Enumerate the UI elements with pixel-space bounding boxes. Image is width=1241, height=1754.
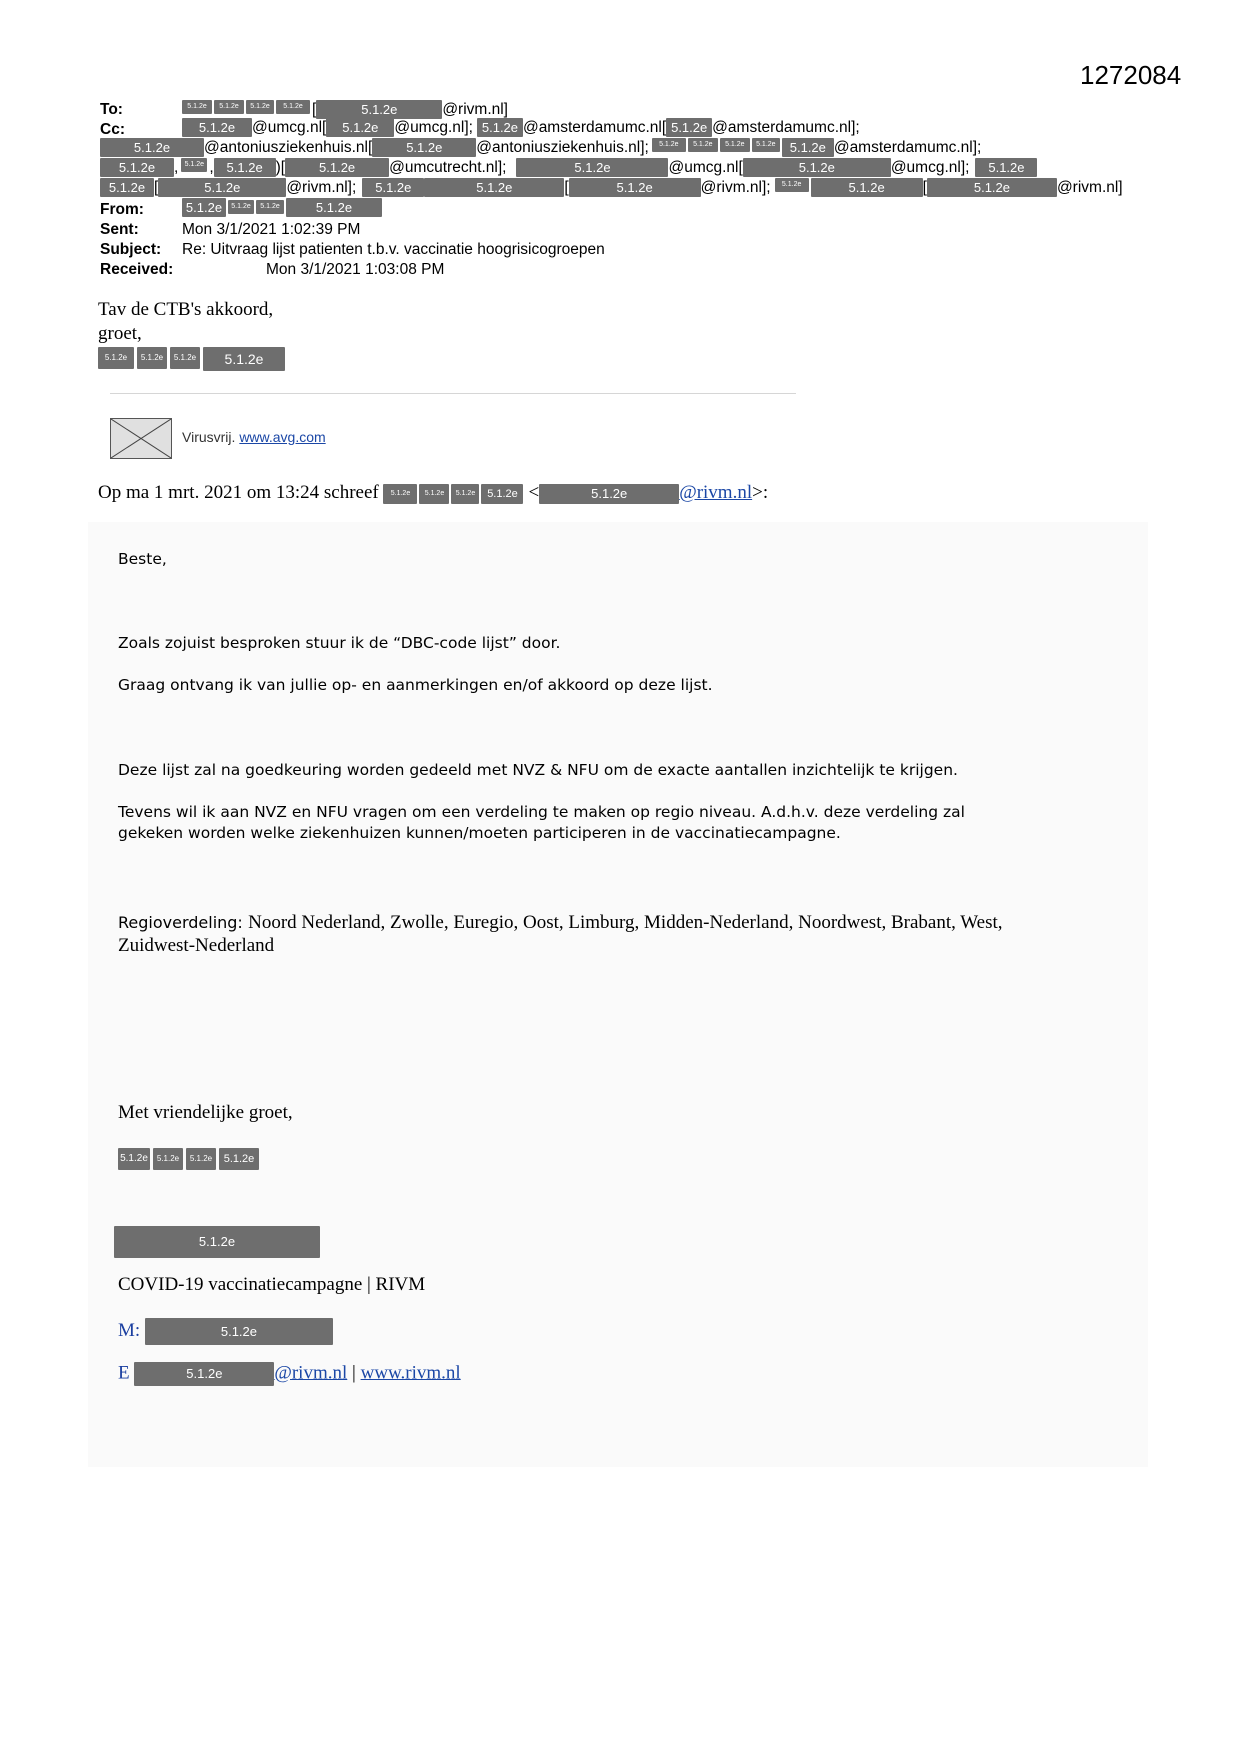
- received-label: Received:: [100, 261, 174, 278]
- cc-line-2: 5.1.2e @antoniusziekenhuis.nl[ 5.1.2e @antoniusziekenhuis.nl]; 5.1.2e 5.1.2e 5.1.2e 5.1.2e 5.1.2e @amsterdamumc.nl];: [100, 138, 981, 158]
- redaction: 5.1.2e: [383, 484, 417, 504]
- cc-line-3: 5.1.2e , 5.1.2e , 5.1.2e )[ 5.1.2e @umcutrecht.nl]; 5.1.2e @umcg.nl[ 5.1.2e @umcg.nl]; 5.1.2e: [100, 158, 1037, 178]
- document-number: 1272084: [1080, 60, 1182, 90]
- redaction: 5.1.2e: [451, 484, 479, 504]
- from-value: [182, 198, 382, 218]
- avg-line: Virusvrij. www.avg.com: [182, 429, 326, 445]
- to-label: To:: [100, 101, 123, 118]
- redaction: 5.1.2e: [481, 484, 523, 504]
- redaction: 5.1.2e: [666, 118, 712, 137]
- redaction: 5.1.2e: [743, 158, 891, 177]
- signature-email: E 5.1.2e @rivm.nl | www.rivm.nl: [118, 1362, 461, 1386]
- reply-line-2: groet,: [98, 323, 142, 344]
- redaction: 5.1.2e: [285, 158, 389, 177]
- redaction: 5.1.2e: [137, 347, 167, 369]
- subject-value: Re: Uitvraag lijst patienten t.b.v. vaccinatie hoogrisicogroepen: [182, 241, 605, 258]
- envelope-icon: [110, 418, 172, 459]
- signature-email-link[interactable]: @rivm.nl: [274, 1362, 348, 1384]
- redaction: 5.1.2e: [114, 1226, 320, 1258]
- redaction: 5.1.2e: [182, 118, 252, 137]
- redaction: 5.1.2e: [326, 118, 394, 137]
- redaction: 5.1.2e: [688, 138, 718, 152]
- cc-line-1: 5.1.2e @umcg.nl[ 5.1.2e @umcg.nl]; 5.1.2e @amsterdamumc.nl[ 5.1.2e @amsterdamumc.nl];: [182, 118, 860, 138]
- redaction: 5.1.2e: [720, 138, 750, 152]
- sender-name: [118, 1148, 262, 1170]
- redaction: 5.1.2e: [811, 178, 923, 197]
- redaction: 5.1.2e: [98, 347, 134, 369]
- redaction: 5.1.2e: [372, 138, 476, 157]
- redaction: 5.1.2e: [975, 158, 1037, 177]
- cc-line-4: 5.1.2e [ 5.1.2e @rivm.nl]; 5.1.2e 5.1.2e [ 5.1.2e @rivm.nl]; 5.1.2e 5.1.2e [ 5.1.2e @rivm.nl]: [100, 178, 1123, 198]
- redaction: 5.1.2e: [186, 1148, 216, 1170]
- redaction: 5.1.2e: [316, 100, 442, 119]
- redaction: 5.1.2e: [203, 347, 285, 371]
- redaction: 5.1.2e: [182, 198, 226, 217]
- redaction: 5.1.2e: [927, 178, 1057, 197]
- redaction: 5.1.2e: [539, 484, 679, 504]
- redaction: 5.1.2e: [228, 200, 254, 214]
- redaction: 5.1.2e: [181, 158, 207, 172]
- to-domain: @rivm.nl]: [442, 101, 508, 118]
- signature-website-link[interactable]: www.rivm.nl: [360, 1362, 461, 1384]
- redaction: 5.1.2e: [569, 178, 701, 197]
- redaction: 5.1.2e: [286, 198, 382, 217]
- to-recipients: 5.1.2e 5.1.2e 5.1.2e 5.1.2e [ 5.1.2e @rivm.nl]: [182, 100, 508, 120]
- message-paragraph-2: Graag ontvang ik van jullie op- en aanmerkingen en/of akkoord op deze lijst.: [118, 676, 713, 694]
- subject-label: Subject:: [100, 241, 162, 258]
- from-label: From:: [100, 201, 144, 218]
- regio-line-2: Zuidwest-Nederland: [118, 935, 275, 956]
- redaction: 5.1.2e: [214, 158, 276, 177]
- signature-redacted-block: [114, 1226, 320, 1258]
- signature-org: COVID-19 vaccinatiecampagne | RIVM: [118, 1274, 426, 1295]
- regio-line-1: Regioverdeling: Noord Nederland, Zwolle, Euregio, Oost, Limburg, Midden-Nederland, Noordwest, Brabant, West,: [118, 912, 1003, 933]
- message-paragraph-4a: Tevens wil ik aan NVZ en NFU vragen om een verdeling te maken op regio niveau. A.d.h.v. deze verdeling zal: [118, 803, 965, 821]
- cc-label: Cc:: [100, 121, 125, 138]
- redaction: 5.1.2e: [424, 178, 564, 197]
- signature-mobile: M: 5.1.2e: [118, 1318, 333, 1345]
- redaction: 5.1.2e: [516, 158, 668, 177]
- redaction: 5.1.2e: [100, 178, 154, 197]
- sent-label: Sent:: [100, 221, 139, 238]
- redaction: 5.1.2e: [118, 1148, 150, 1170]
- redaction: 5.1.2e: [782, 138, 834, 157]
- redaction: 5.1.2e: [652, 138, 686, 152]
- sent-value: Mon 3/1/2021 1:02:39 PM: [182, 221, 361, 238]
- redaction: 5.1.2e: [100, 158, 174, 177]
- redaction: 5.1.2e: [134, 1362, 274, 1386]
- redaction: 5.1.2e: [153, 1148, 183, 1170]
- redaction: 5.1.2e: [182, 100, 212, 114]
- separator: [110, 393, 796, 394]
- redaction: 5.1.2e: [246, 100, 274, 114]
- reply-line-1: Tav de CTB's akkoord,: [98, 299, 274, 320]
- redaction: 5.1.2e: [752, 138, 780, 152]
- quote-email-link[interactable]: @rivm.nl: [679, 482, 753, 503]
- redaction: 5.1.2e: [214, 100, 244, 114]
- message-greeting: Beste,: [118, 550, 167, 568]
- redaction: 5.1.2e: [775, 178, 809, 192]
- redaction: 5.1.2e: [362, 178, 424, 197]
- redaction: 5.1.2e: [276, 100, 310, 114]
- received-value: Mon 3/1/2021 1:03:08 PM: [266, 261, 445, 278]
- redaction: 5.1.2e: [158, 178, 286, 197]
- reply-signature-name: [98, 347, 285, 371]
- message-paragraph-1: Zoals zojuist besproken stuur ik de “DBC-code lijst” door.: [118, 634, 561, 652]
- closing: Met vriendelijke groet,: [118, 1102, 293, 1123]
- redaction: 5.1.2e: [477, 118, 523, 137]
- redaction: 5.1.2e: [145, 1318, 333, 1345]
- redaction: 5.1.2e: [170, 347, 200, 369]
- avg-link[interactable]: www.avg.com: [239, 429, 326, 445]
- message-paragraph-3: Deze lijst zal na goedkeuring worden gedeeld met NVZ & NFU om de exacte aantallen inzichtelijk te krijgen.: [118, 761, 958, 779]
- redaction: 5.1.2e: [419, 484, 449, 504]
- redaction: 5.1.2e: [100, 138, 204, 157]
- message-paragraph-4b: gekeken worden welke ziekenhuizen kunnen/moeten participeren in de vaccinatiecampagne.: [118, 824, 841, 842]
- redaction: 5.1.2e: [219, 1148, 259, 1170]
- quote-header: Op ma 1 mrt. 2021 om 13:24 schreef 5.1.2e 5.1.2e 5.1.2e 5.1.2e < 5.1.2e @rivm.nl>:: [98, 482, 769, 503]
- redaction: 5.1.2e: [256, 200, 284, 214]
